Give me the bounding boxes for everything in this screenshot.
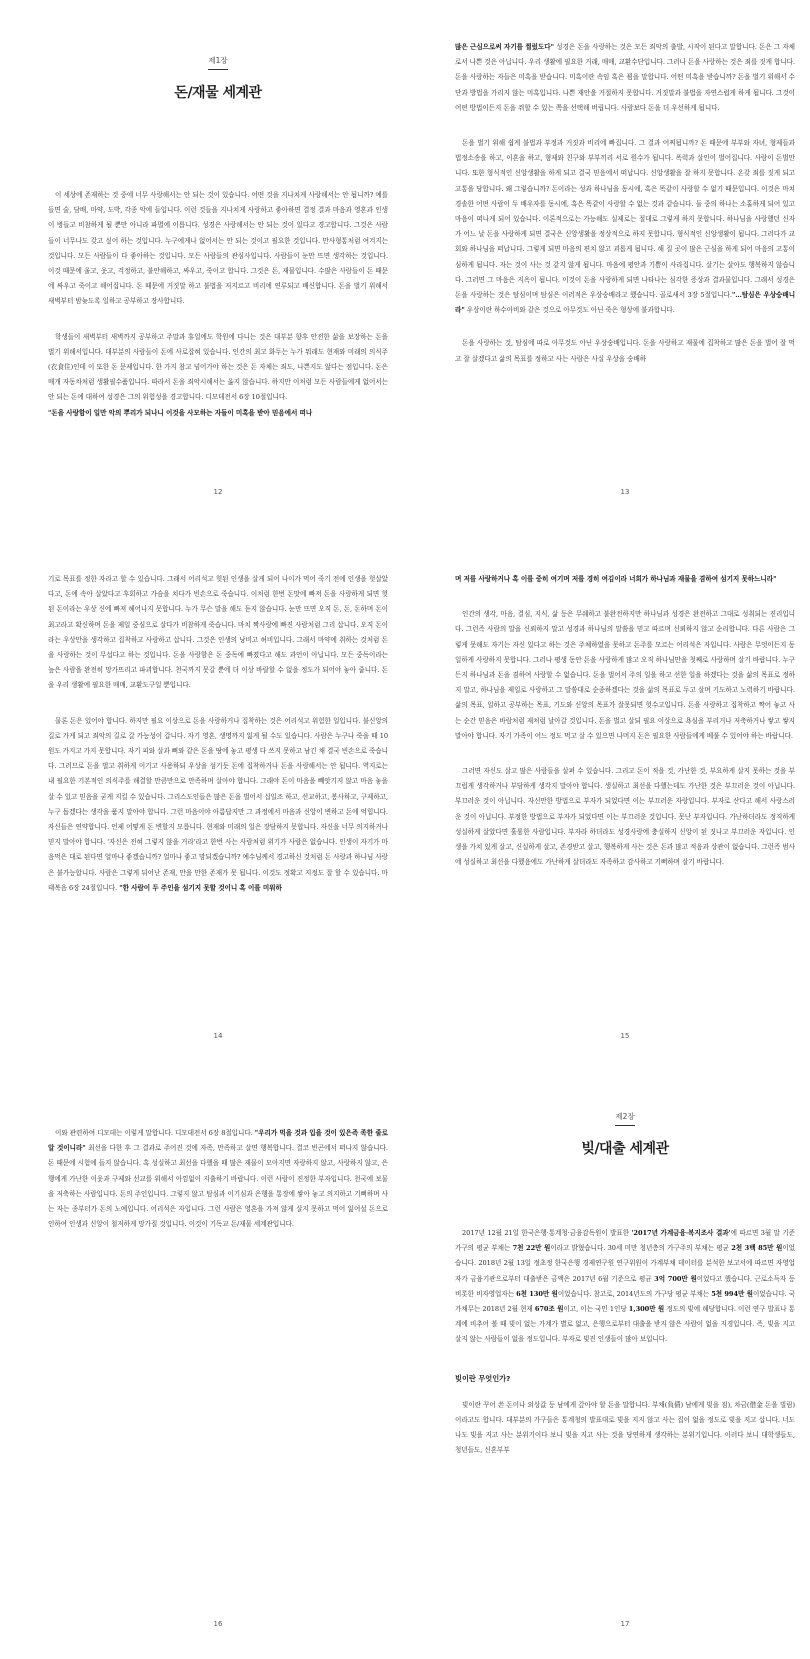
- chapter-heading: [455, 1104, 795, 1158]
- section-subheading: 빚이란 무엇인가?: [455, 1373, 511, 1383]
- chapter-title: 돈/재물 세계관: [174, 85, 262, 101]
- page-13: [455, 0, 795, 540]
- page-12: [48, 0, 388, 540]
- page-14: [48, 550, 388, 1090]
- body-paragraph: 기로 목표를 정한 자라고 할 수 있습니다. 그래서 어리석고 헛된 인생을 살게 되어 나이가 먹어 죽기 전에 인생을 헛살았다고, 돈에 속아 살았다고 후회하고 가슴을 치다가 빈손으로 죽습니다. 이처럼 한번 돈맛에 빠져 돈을 사랑하게 되면 헛된 돈이라는 우상 신에 빠져 헤어나지 못합니다. 누가 무슨 말을 해도 듣지 않습니다. 눈만 뜨면 오직 돈, 돈, 돈하며 돈이 최고라고 확신하며 돈을 제일 중심으로 살다가 비참하게 죽습니다. 마치 짝사랑에 빠진 사람처럼 그리 삽니다. 오직 돈이라는 우상만을 생각하고 집착하고 사랑하고 삽니다. 그것은 인생의 낭비고 허비입니다. 그래서 마약에 취하는 것처럼 돈을 사랑하는 것이 무섭다고 하는 것입니다. 돈을 사랑함은 돈 중독에 빠졌다고 해도 과언이 아닙니다. 모든 중독이라는 늪은 사람을 완전히 망가뜨리고 파괴합니다. 천국까지 못갈 뿐에 더 이상 바랄할 수 없을 정도가 되어야 놓아 줍니다. 돈을 우리 생활에 필요한 매매, 교환도구일 뿐입니다.: [48, 575, 388, 690]
- page-number: 17: [620, 1620, 630, 1628]
- page-number: 13: [620, 488, 630, 496]
- spread-pages-14-15: [0, 550, 810, 1090]
- page-15: [455, 550, 795, 1090]
- spread-pages-12-13: [0, 0, 810, 540]
- body-paragraph: 많은 근심으로써 자기를 찔렀도다" 성경은 돈을 사랑하는 것은 모든 죄악의 출발, 시작이 된다고 말합니다. 돈은 그 자체로서 나쁜 것은 아닙니다. 우리 생활에 필요한 거래, 매매, 교환수단입니다. 그러나 돈을 사랑하는 것은 죄를 짓게 합니다. 돈을 사랑하는 자들은 미혹을 받습니다. 미혹이란 속임 혹은 꾐을 말합니다. 어떤 미혹을 받습니까? 돈을 벌기 위해서 수단과 방법을 가리지 않는 미혹입니다. 나쁜 재안을 거절하지 못합니다. 거짓말과 불법을 자연스럽게 하게 됩니다. 그것이 어떤 방법이든지 돈을 쥐할 수 있는 쪽을 선택해 버립니다. 사람보다 돈을 더 우선하게 됩니다.: [455, 43, 795, 112]
- body-paragraph: 그러면 자신도 살고 많은 사람들을 살펴 수 있습니다. 그리고 돈이 적을 것, 가난한 것, 부요하게 살지 못하는 것을 부끄럽게 생각하거나 부담하게 생각지 말아야 합니다. 생실하고 최선을 다했는데도 가난한 것은 부끄러운 것이 아닙니다. 부끄러운 것이 아닙니다. 자신만한 방법으로 부자가 되었다면 이는 부끄러운 자랑입니다. 부자로 산다고 해서 사랑스러운 것이 아닙니다. 부정한 방법으로 부자가 되었다면 이는 부끄러운 것입니다. 못난 부자입니다. 가난하더라도 정직하게 성실하게 살았다면 훌륭한 사람입니다. 부자라 하더라도 성경사랑에 충실하지 신앙이 된 짓나고 부끄러운 자입니다. 인생을 가치 있게 살고, 신실하게 살고, 존경받고 살고, 행복하게 사는 것은 돈과 많고 적음과 상관이 없습니다. 그런즉 범사에 성실하고 최선을 다했음에도 가난하게 살더라도 자족하고 감사하고 기뻐하며 살기 바랍니다.: [455, 767, 795, 867]
- body-paragraph: 2017년 12월 21일 한국은행·통계청·금융감독원이 발표한 '2017년 가계금융·복지조사 결과'에 따르면 3월 말 기준 가구의 평균 부채는 7천 22만 원이라고 밝혔습니다. 30세 미만 청년층의 가구주의 부채는 평균 2천 3백 85만 원이었습니다. 2018년 2월 13일 정초정 한국은행 경제연구원 연구위원이 가계부채 데이터를 분석한 보고서에 따르면 자영업자가 금융기관으로부터 대출받은 금액은 2017년 6월 기준으로 평균 3억 700만 원이었다고 했습니다. 근로소득자 등 비롯한 비자영업자는 6천 130만 원이었습니다. 참고로, 2014년도의 가구당 평균 부채는 5천 994만 원이었습니다. 국가채무는 2018년 2월 현재 670조 원이고, 이는 국민 1인당 1,300만 원 정도의 빚에 해당합니다. 이런 연구 발표나 통계에 비추어 볼 때 빚이 없는 가계가 별로 없고, 은행으로부터 대출을 받지 않은 사람이 없을 지경입니다. 즉, 빚을 지고 살지 않는 사람들이 없을 정도입니다. 부자로 빚진 인생들이 많아 보입니다.: [455, 1229, 796, 1344]
- body-paragraph: 빚이란 꾸어 쓴 돈이나 외상값 등 남에게 갚아야 할 돈을 말합니다. 부채(負債) 남에게 빚을 짐), 차금(借金 돈을 빌림)이라고도 합니다. 대부분의 가구들은 통계청의 발표대로 빚을 지지 않고 사는 집이 없을 정도로 빚을 지고 삽니다. 너도나도 빚을 지고 사는 분위기이다 보니 빚을 지고 사는 것을 당연하게 생각하는 분위기입니다. 이러다 보니 대학생들도, 청년들도, 신혼부부: [455, 1400, 795, 1455]
- scripture-quote: "우리가 먹을 것과 입을 것이 있은즉 족한 줄로 알 것이니라": [48, 1129, 389, 1153]
- scripture-quote: 며 저를 사랑하거나 혹 이를 중히 여기며 저를 경히 여김이라 너희가 하나님과 재물을 겸하여 섬기지 못하느니라": [455, 575, 777, 583]
- spread-pages-16-17: [0, 1100, 810, 1659]
- body-paragraph: 물론 돈은 있어야 합니다. 하지만 필요 이상으로 돈을 사랑하거나 집착하는 것은 어리석고 위험한 일입니다. 불신앙의 길로 가게 되고 죄악의 길로 갈 가능성이 갑니다. 자기 영혼, 생명까지 잃게 될 수도 있습니다. 사람은 누구나 죽을 때 10원도 가지고 가지 못합니다. 자기 피와 살과 뼈와 같은 돈을 땅에 놓고 평생 다 쓰지 못하고 남긴 채 결국 빈손으로 죽습니다. 그러므로 돈을 벌고 취하게 이기고 사용하되 우상을 섬기듯 돈에 집착하거나 돈을 사랑해서는 안 됩니다. 역지로는 내 필요한 기본적인 의식주를 해결할 만큼만으로 만족하며 살아야 합니다. 그래야 돈이 마음을 빼앗기지 않고 마음 놓을 살 수 있고 믿음을 굳게 지킬 수 있습니다. 그리스도인들은 많은 돈을 벌어서 십일조 하고, 선교하고, 봉사하고, 구제하고, 누구 돕겠다는 생각을 품지 말아야 합니다. 그런 마음이야 아름답지만 그 과정에서 마음과 신앙이 변하고 돈에 억힙니다. 자신들은 연약합니다. 언제 어떻게 돈 변할지 모릅니다. 현재와 미래의 일은 장담하지 못합니다. 자신을 너무 의지하거나 믿지 말아야 합니다. '자신은 전혀 그렇지 않을 거라'라고 한번 사는 사람처럼 위기가 사람은 없습니다. 인생이 자기가 마음먹은 대로 된다면 얼마나 좋겠습니까? 얼마나 좋고 맘되겠습니까? 예수님께서 경고하신 것처럼 돈 사랑과 하나님 사랑은 불가능합니다. 사람은 그렇게 뒤어난 존재, 만을 만한 존재가 못 됩니다. 이것도 정확고 지정도 잘 할 수 있습니다. 마태복음 6장 24절입니다. "한 사람이 두 주인을 섬기지 못할 것이니 혹 이를 미워하: [48, 716, 388, 892]
- body-paragraph: 인간의 생각, 마음, 결심, 지식, 삶 등은 무쉐하고 불완전하지만 하나님과 성경은 완전하고 그대로 성취되는 진리입니다. 그런즉 사람의 말을 신뢰하지 말고 성경과 하나님의 말씀을 믿고 따르며 신뢰하지 않고 순리합니다. 다른 사람은 그렇게 못해도 자기는 자신 있다고 하는 것은 주체하였을 못하고 돈주를 모르는 어리석은 자입니다. 사람은 무엇이든지 동일하게 사랑하지 못합니다. 그러나 평생 동안 돈을 사랑하게 많고 오직 하나님만을 첫째로 사랑하며 살기 바랍니다. 누구든지 하나님과 돈을 겸하여 사랑할 수 없습니다. 돈을 벌어서 주의 일을 하고 선한 일을 하겠다는 것을 삶의 목표로 정하지 말고, 하나님을 제일로 사랑하고 그 말씀대로 순종하겠다는 것을 삶의 목표로 두고 살며 기도하고 노력하기 바랍니다. 삶의 목표, 일하고 공부하는 목표, 기도와 신앙의 목표가 잘못되면 헛수고입니다. 돈을 사랑하고 집착하고 짝어 놓고 사는 순간 믿음은 바람처럼 재처럼 날아갈 것입니다. 돈을 벌고 살되 필요 이상으로 욕심을 부리거나 저축하거나 쌓고 쌓지 말아야 합니다. 자기 가족이 어느 정도 먹고 살 수 있으면 나머지 돈은 필요한 사람들에게 베풀 수 있어야 하는 바랍니다.: [455, 610, 795, 740]
- body-paragraph: 돈을 사랑하는 것, 탐심에 따로 아무것도 아닌 우상숭배입니다. 돈을 사랑하고 재물에 집착하고 많은 돈을 벌어 잘 먹고 잘 살겠다고 삶의 목표를 정하고 사는 사람은 사실 우상을 숭배하: [455, 339, 795, 363]
- page-17: [455, 1100, 795, 1659]
- scripture-quote: "한 사람이 두 주인을 섬기지 못할 것이니 혹 이를 미워하: [119, 883, 282, 892]
- chapter-label: 제1장: [208, 55, 227, 70]
- body-paragraph: 이 세상에 존재하는 것 중에 너무 사랑해서는 안 되는 것이 있습니다. 어떤 것을 지나치게 사랑해서는 안 됩니까? 예를 들면 술, 담배, 마약, 도박, 각종 악에 들입니다. 이런 것들을 지나치게 사랑하고 좋아하면 결정 결과 마음과 영혼과 인생이 병들고 비참하게 될 뿐만 아니라 파멸에 이릅니다. 성경은 사랑해서는 안 되는 것이 있다고 경고합니다. 그것은 사람들이 너무나도 갖고 싶어 하는 것입니다. 누구에게나 없어서는 안 되는 것이고 필요한 것입니다. 만사형통처럼 여겨지는 것입니다. 모든 사람들이 다 좋아하는 것입니다. 모든 사람들의 관심사입니다. 사람들이 눈만 뜨면 생각하는 것입니다. 이것 때문에 울고, 웃고, 걱정하고, 불안해하고, 싸우고, 죽이고 합니다. 그것은 돈, 재물입니다. 수많은 사람들이 돈 때문에 싸우고 죽이고 해어집니다. 돈 때문에 거짓말 하고 불법을 저지르고 비리에 연루되고 배신합니다. 돈을 벌기 위해서 새벽부터 밤늦도록 일하고 공부하고 장사합니다.: [48, 191, 388, 306]
- chapter-label: 제2장: [615, 1111, 634, 1126]
- body-paragraph: 학생들이 새벽부터 새벽까지 공부하고 주말과 휴일에도 학원에 다니는 것은 대부분 향후 안전한 삶을 보장하는 돈을 벌기 위해서입니다. 대부분의 사람들이 돈에 사로잡혀 있습니다. 인간의 최고 화두는 누가 뭐래도 현재와 미래의 의식주(衣食住)인데 이 또한 돈 문제입니다. 한 가지 참고 넘어가야 하는 것은 돈 자체는 죄도, 나쁜지도 않다는 점입니다. 돈은 매개 자동차처럼 생활필수품입니다. 따라서 돈을 죄악시해서는 옳지 않습니다. 하지만 이처럼 모든 사람들에게 없어서는 안 되는 돈에 대하여 성경은 그의 위험성을 경고합니다. 디모데전서 6장 10절입니다.: [48, 332, 388, 402]
- body-paragraph: 이와 관련하여 디모데는 이렇게 말합니다. 디모데전서 6장 8절입니다. "우리가 먹을 것과 입을 것이 있은즉 족한 줄로 알 것이니라" 최선을 다한 후 그 결과로 주어진 것에 자족, 만족하고 살면 행복합니다. 결코 빈곤에서 떠나지 않습니다. 돈 때문에 시험에 들지 않습니다. 혹 성실하고 최선을 다했을 때 많은 재물이 모아지면 자랑하지 않고, 사랑하지 않고, 은행에게 가난한 이웃과 구제와 선교를 위해서 아낌없이 지출하기 바랍니다. 이런 사람이 진정한 부자입니다. 천국에 보물을 저축하는 사람입니다. 돈의 주인입니다. 그렇지 않고 탐심과 이기심과 은행을 통장에 쌓아 놓고 의지하고 기뻐하며 사는 자는 종부터가 돈의 노예입니다. 어리석은 자입니다. 그런 사람은 영혼을 가져 않게 살지 못하고 먹어 잃어설 돈으로 인하여 인생과 신앙이 철저하게 망가질 것입니다. 이것이 기독교 돈/재물 세계관입니다.: [48, 1129, 389, 1229]
- scripture-quote: 많은 근심으로써 자기를 찔렀도다": [455, 43, 554, 51]
- scripture-quote: "돈을 사랑함이 일만 악의 뿌리가 되나니 이것을 사모하는 자들이 미혹을 받아 믿음에서 떠나: [48, 408, 313, 417]
- page-number: 14: [213, 1032, 223, 1040]
- chapter-heading: [48, 48, 388, 102]
- chapter-title: 빚/대출 세계관: [581, 1141, 669, 1157]
- body-paragraph: 돈을 벌기 위해 쉽게 불법과 부정과 거짓과 비리에 빠집니다. 그 결과 어찌됩니까? 돈 때문에 부부와 자녀, 형제들과 법정소송을 하고, 이혼을 하고, 형제와 친구와 부부끼리 서로 원수가 됩니다. 폭력과 살인이 벌어집니다. 사람이 돈벌만니다. 또한 형식적인 신앙생활을 하게 되고 결국 믿음에서 떠납니다. 신앙생활을 잘 하지 못합니다. 온갖 죄를 짓게 되고 고통을 당합니다. 왜 그렇습니까? 돈이라는 성과 하나님을 동시에, 혹은 똑같이 사랑할 수 없기 때문입니다. 이것은 마치 경솔한 어떤 사람이 두 배우자를 동시에, 혹은 똑같이 사랑할 수 없는 것과 같습니다. 둘 중의 하나는 소홀하게 되어 있고 마음이 떠나게 되어 있습니다. 이론적으로는 가능해도 실제로는 절대로 그렇게 하지 못합니다. 하나님을 사랑했던 신자가 어느 날 돈을 사랑하게 되면 결국은 신앙생활을 정상적으로 하지 못합니다. 형식적인 신앙생활이 됩니다. 그러다가 교회와 하나님을 떠납니다. 그렇게 되면 마음의 편치 않고 괴롭게 됩니다. 해 질 곳이 많은 근심을 하게 되어 마음의 고통이 심하게 됩니다. 자는 것이 사는 것 같지 않게 됩니다. 마음에 평안과 기쁨이 사라집니다. 살기는 살아도 행복하지 않습니다. 그러면 그 마음은 지옥이 됩니다. 이것이 돈을 사랑하게 되면 나타나는 심각한 증상과 결과물입니다. 그래서 성경은 돈을 사랑하는 것은 탐심이며 탐심은 이러적은 우상숭배라고 했습니다. 골로새서 3장 5절입니다."…탐심은 우상숭배니라" 우상이란 하수아비와 같은 것으로 아무것도 아닌 죽은 형상에 불과합니다.: [455, 139, 796, 315]
- page-16: [48, 1100, 388, 1659]
- page-number: 16: [213, 1620, 223, 1628]
- page-number: 12: [213, 488, 223, 496]
- scripture-quote: "…탐심은 우상숭배니라": [455, 291, 796, 315]
- page-number: 15: [620, 1032, 630, 1040]
